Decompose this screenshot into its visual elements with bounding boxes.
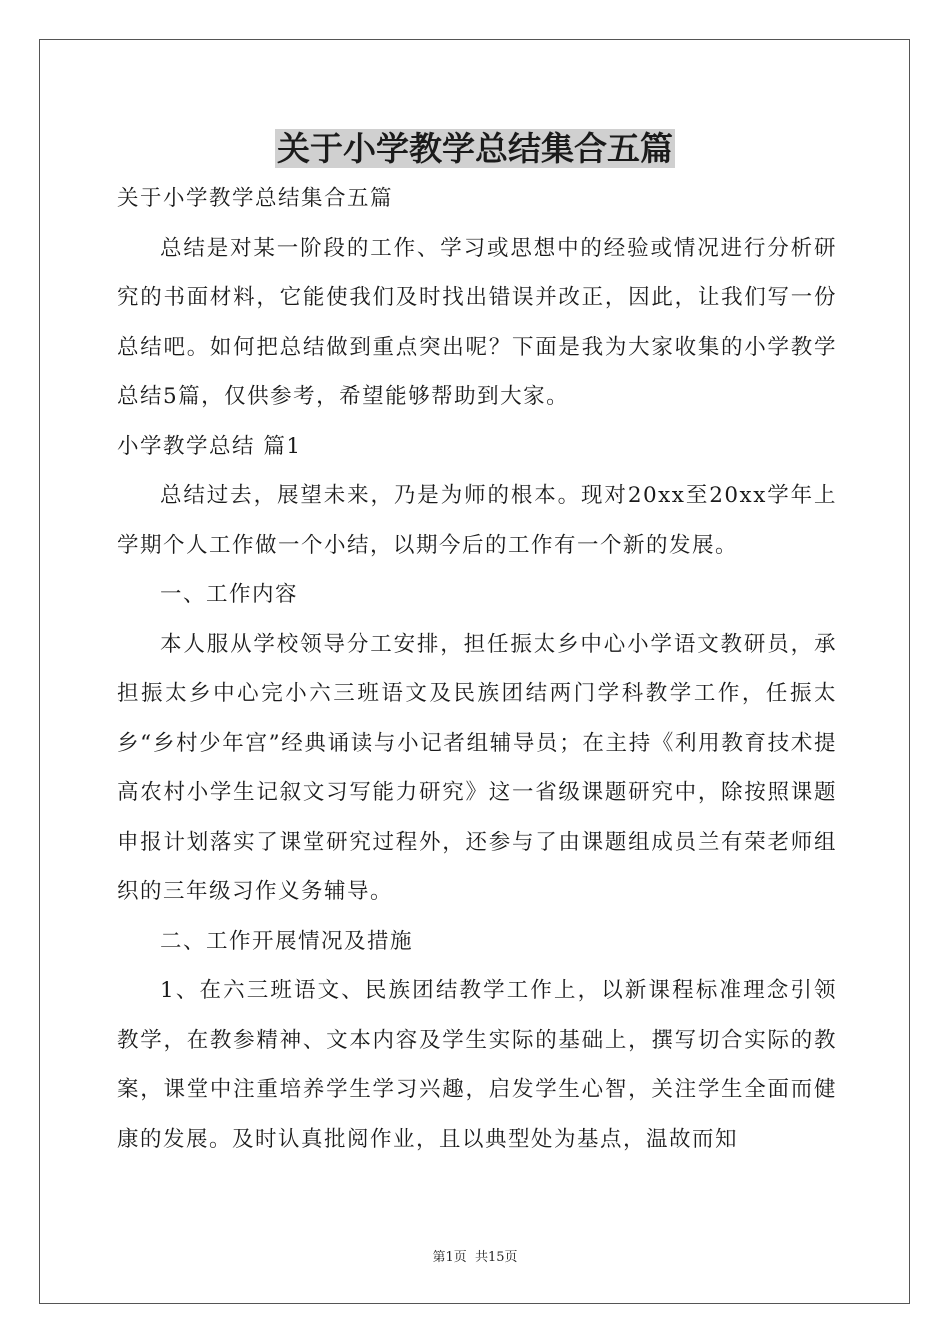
section1-paragraph: 总结过去，展望未来，乃是为师的根本。现对20xx至20xx学年上学期个人工作做一个小结，以期今后的工作有一个新的发展。 <box>117 483 837 558</box>
work-content-heading: 一、工作内容 <box>160 582 299 607</box>
document-title-text: 关于小学教学总结集合五篇 <box>277 129 673 168</box>
section-heading: 小学教学总结 篇1 <box>117 433 302 459</box>
document-subtitle: 关于小学教学总结集合五篇 <box>117 186 394 211</box>
work-progress-paragraph: 1、在六三班语文、民族团结教学工作上，以新课程标准理念引领教学，在教参精神、文本内容及学生实际的基础上，撰写切合实际的教案，课堂中注重培养学生学习兴趣，启发学生心智，关注学生全面而健康的发展。及时认真批阅作业，且以典型处为基点，温故而知 <box>117 978 837 1152</box>
document-body <box>117 174 837 1164</box>
work-progress-heading: 二、工作开展情况及措施 <box>160 928 414 954</box>
page-footer <box>0 1246 950 1265</box>
work-content-paragraph: 本人服从学校领导分工安排，担任振太乡中心小学语文教研员，承担振太乡中心完小六三班语文及民族团结两门学科教学工作，任振太乡“乡村少年宫”经典诵读与小记者组辅导员；在主持《利用教育技术提高农村小学生记叙文习写能力研究》这一省级课题研究中，除按照课题申报计划落实了课堂研究过程外，还参与了由课题组成员兰有荣老师组织的三年级习作义务辅导。 <box>117 631 837 904</box>
document-title <box>0 126 950 172</box>
page-number: 第1页 <box>432 1250 467 1265</box>
intro-paragraph: 总结是对某一阶段的工作、学习或思想中的经验或情况进行分析研究的书面材料，它能使我们及时找出错误并改正，因此，让我们写一份总结吧。如何把总结做到重点突出呢？下面是我为大家收集的小学教学总结5篇，仅供参考，希望能够帮助到大家。 <box>117 235 837 409</box>
page-total: 共15页 <box>474 1250 518 1265</box>
